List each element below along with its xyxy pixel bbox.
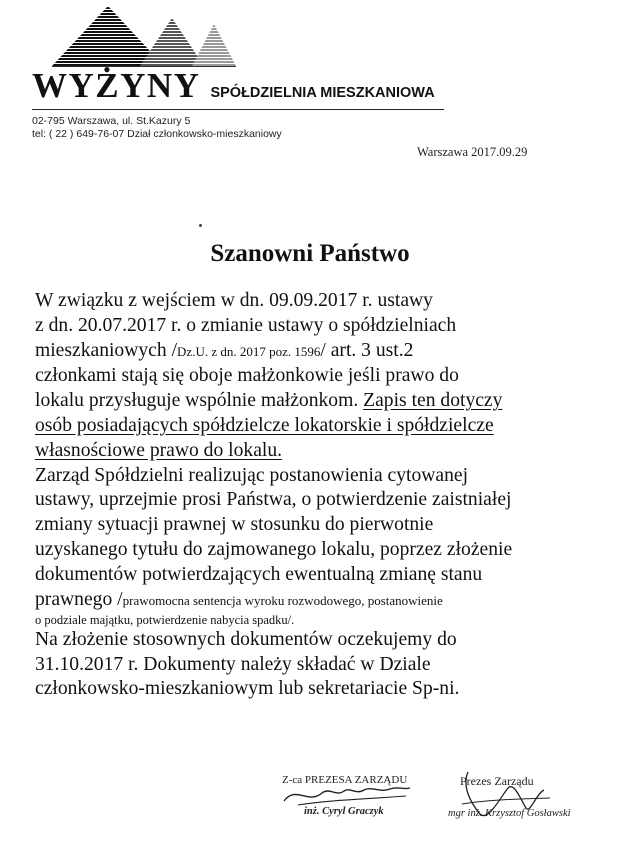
company-name: WYŻYNY (32, 66, 201, 105)
body-line: uzyskanego tytułu do zajmowanego lokalu, poprzez złożenie (35, 538, 513, 560)
letter-body (35, 289, 605, 702)
triangles-logo (32, 4, 242, 70)
right-signatory-name: mgr inż. Krzysztof Gosławski (448, 808, 571, 819)
body-line: zmiany sytuacji prawnej w stosunku do pierwotnie (35, 514, 434, 536)
parenthetical-note-cont: o podziale majątku, potwierdzenie nabycia spadku/. (35, 613, 295, 628)
body-line (35, 339, 605, 365)
address-line: 02-795 Warszawa, ul. St.Kazury 5 (32, 115, 191, 127)
body-text: prawnego / (35, 588, 123, 610)
body-line (35, 389, 605, 414)
body-line: członkami stają się oboje małżonkowie jeśli prawo do (35, 365, 459, 387)
body-line: Na złożenie stosownych dokumentów oczekujemy do (35, 628, 457, 650)
underlined-line: własnościowe prawo do lokalu. (35, 439, 283, 461)
right-signatory-title: Prezes Zarządu (460, 774, 534, 788)
brand (32, 66, 435, 106)
phone-line: tel: ( 22 ) 649-76-07 Dział członkowsko-mieszkaniowy (32, 128, 282, 140)
body-line: 31.10.2017 r. Dokumenty należy składać w Dziale (35, 653, 431, 675)
left-signatory-title: Z-ca PREZESA ZARZĄDU (282, 774, 408, 786)
letter-date: Warszawa 2017.09.29 (417, 145, 528, 159)
body-text: / art. 3 ust.2 (320, 339, 414, 361)
body-line: członkowsko-mieszkaniowym lub sekretariacie Sp-ni. (35, 678, 460, 700)
salutation: Szanowni Państwo (210, 240, 410, 267)
body-line: dokumentów potwierdzających ewentualną zmianę stanu (35, 563, 483, 585)
body-line: z dn. 20.07.2017 r. o zmianie ustawy o spółdzielniach (35, 314, 457, 336)
company-subtitle: SPÓŁDZIELNIA MIESZKANIOWA (210, 85, 435, 101)
body-line (35, 588, 605, 614)
stray-dot (199, 224, 202, 227)
body-line: Zarząd Spółdzielni realizując postanowienia cytowanej (35, 464, 469, 486)
underlined-line: osób posiadających spółdzielcze lokatorskie i spółdzielcze (35, 414, 494, 436)
parenthetical-note: prawomocna sentencja wyroku rozwodowego, postanowienie (122, 592, 443, 608)
body-text: lokalu przysługuje wspólnie małżonkom. (35, 390, 364, 412)
legal-reference: Dz.U. z dn. 2017 poz. 1596 (177, 343, 321, 359)
body-text: mieszkaniowych / (35, 339, 178, 361)
underlined-text: Zapis ten dotyczy (363, 390, 503, 412)
letterhead-divider (32, 109, 444, 110)
left-signature (278, 781, 418, 809)
body-line: ustawy, uprzejmie prosi Państwa, o potwierdzenie zaistniałej (35, 489, 512, 511)
body-line: W związku z wejściem w dn. 09.09.2017 r. ustawy (35, 290, 433, 311)
left-signatory-name: inż. Cyryl Graczyk (304, 806, 384, 817)
